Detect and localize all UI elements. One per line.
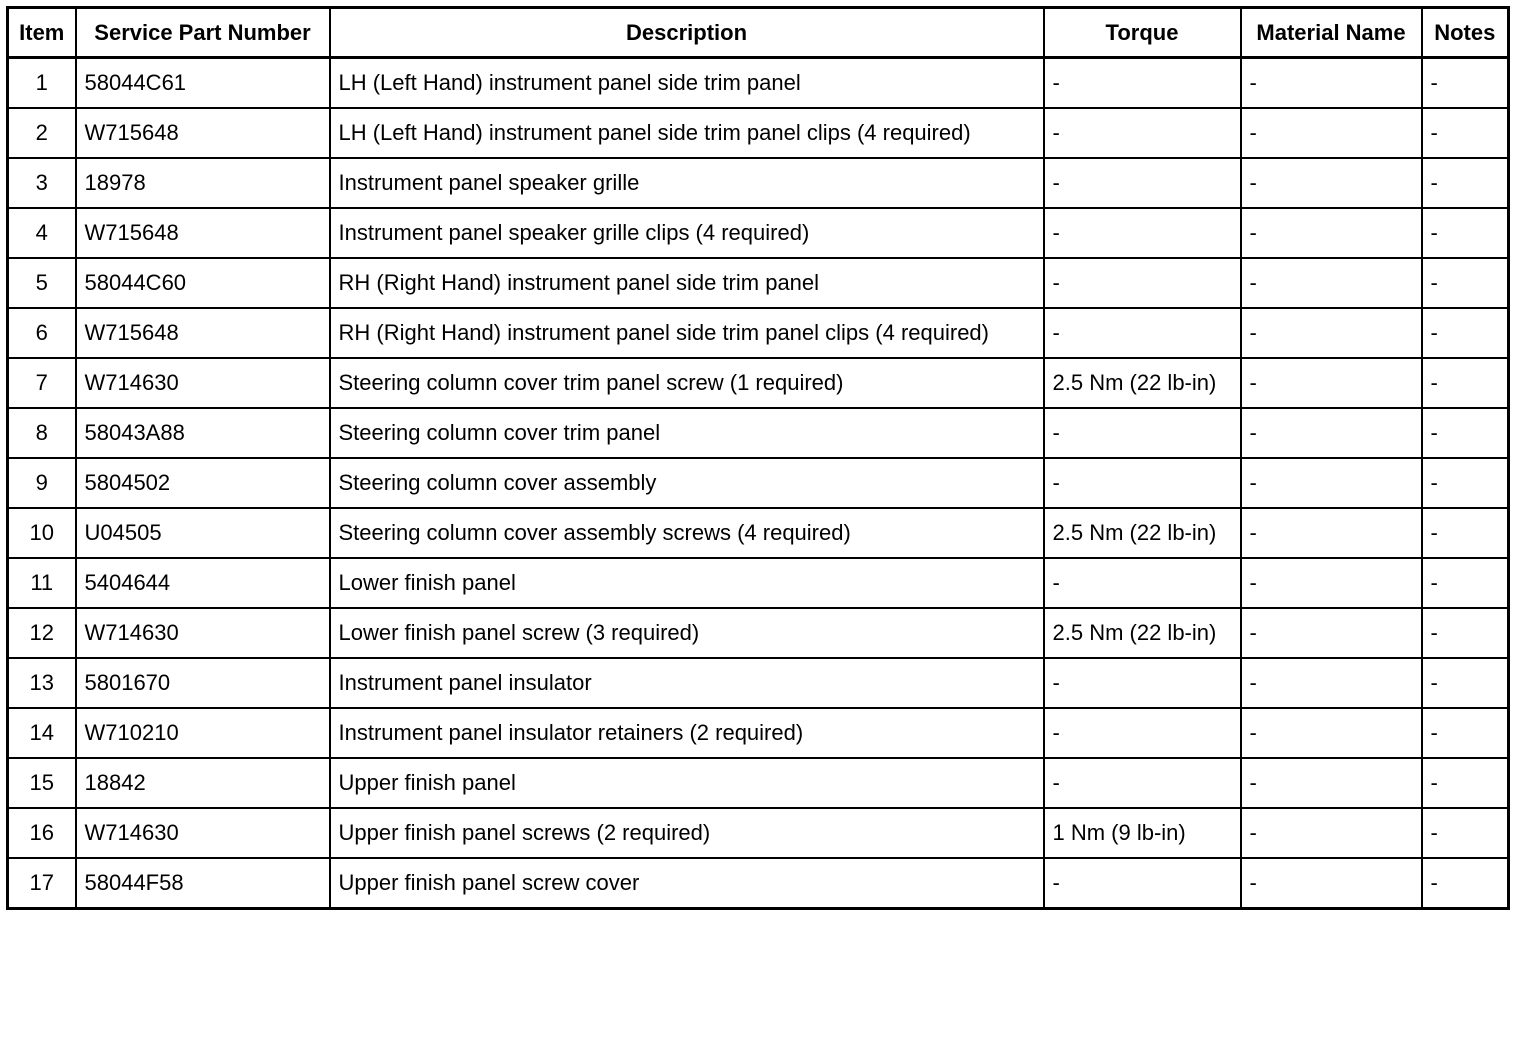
table-row (8, 308, 1509, 358)
cell-torque: 2.5 Nm (22 lb-in) (1044, 358, 1241, 408)
table-row (8, 208, 1509, 258)
cell-service-part-number: 5801670 (76, 658, 330, 708)
cell-description: Steering column cover assembly screws (4 required) (330, 508, 1044, 558)
cell-material-name: - (1241, 658, 1422, 708)
table-row (8, 708, 1509, 758)
cell-item: 13 (8, 658, 76, 708)
cell-material-name: - (1241, 758, 1422, 808)
cell-notes: - (1422, 508, 1509, 558)
cell-torque: - (1044, 558, 1241, 608)
cell-service-part-number: 5804502 (76, 458, 330, 508)
cell-torque: - (1044, 108, 1241, 158)
cell-notes: - (1422, 658, 1509, 708)
parts-table (6, 6, 1510, 910)
table-row (8, 408, 1509, 458)
header-row (8, 8, 1509, 58)
cell-service-part-number: 18842 (76, 758, 330, 808)
cell-item: 10 (8, 508, 76, 558)
cell-item: 16 (8, 808, 76, 858)
cell-item: 9 (8, 458, 76, 508)
cell-service-part-number: 58044C61 (76, 58, 330, 109)
cell-service-part-number: 58043A88 (76, 408, 330, 458)
cell-description: Upper finish panel screw cover (330, 858, 1044, 909)
cell-material-name: - (1241, 708, 1422, 758)
cell-service-part-number: W714630 (76, 808, 330, 858)
header-description: Description (330, 8, 1044, 58)
table-row (8, 458, 1509, 508)
cell-item: 1 (8, 58, 76, 109)
cell-torque: - (1044, 858, 1241, 909)
table-row (8, 758, 1509, 808)
header-torque: Torque (1044, 8, 1241, 58)
cell-notes: - (1422, 608, 1509, 658)
header-notes: Notes (1422, 8, 1509, 58)
header-service-part-number: Service Part Number (76, 8, 330, 58)
cell-material-name: - (1241, 408, 1422, 458)
cell-service-part-number: W715648 (76, 308, 330, 358)
cell-item: 15 (8, 758, 76, 808)
cell-item: 6 (8, 308, 76, 358)
cell-notes: - (1422, 758, 1509, 808)
cell-description: RH (Right Hand) instrument panel side trim panel (330, 258, 1044, 308)
cell-material-name: - (1241, 308, 1422, 358)
table-row (8, 508, 1509, 558)
cell-notes: - (1422, 58, 1509, 109)
cell-torque: - (1044, 258, 1241, 308)
cell-service-part-number: 58044C60 (76, 258, 330, 308)
cell-notes: - (1422, 258, 1509, 308)
table-row (8, 158, 1509, 208)
cell-item: 3 (8, 158, 76, 208)
cell-notes: - (1422, 308, 1509, 358)
cell-notes: - (1422, 808, 1509, 858)
cell-material-name: - (1241, 258, 1422, 308)
cell-material-name: - (1241, 158, 1422, 208)
cell-notes: - (1422, 158, 1509, 208)
cell-description: Instrument panel insulator retainers (2 required) (330, 708, 1044, 758)
cell-description: Lower finish panel screw (3 required) (330, 608, 1044, 658)
cell-material-name: - (1241, 358, 1422, 408)
cell-torque: 2.5 Nm (22 lb-in) (1044, 508, 1241, 558)
cell-item: 14 (8, 708, 76, 758)
cell-material-name: - (1241, 58, 1422, 109)
table-row (8, 58, 1509, 109)
table-row (8, 608, 1509, 658)
cell-description: Upper finish panel (330, 758, 1044, 808)
cell-description: LH (Left Hand) instrument panel side trim panel (330, 58, 1044, 109)
cell-material-name: - (1241, 458, 1422, 508)
cell-torque: 1 Nm (9 lb-in) (1044, 808, 1241, 858)
table-row (8, 558, 1509, 608)
header-item: Item (8, 8, 76, 58)
cell-notes: - (1422, 408, 1509, 458)
cell-item: 17 (8, 858, 76, 909)
cell-description: RH (Right Hand) instrument panel side trim panel clips (4 required) (330, 308, 1044, 358)
cell-service-part-number: 18978 (76, 158, 330, 208)
cell-item: 8 (8, 408, 76, 458)
cell-service-part-number: W714630 (76, 358, 330, 408)
cell-service-part-number: W710210 (76, 708, 330, 758)
cell-material-name: - (1241, 558, 1422, 608)
cell-service-part-number: W714630 (76, 608, 330, 658)
cell-notes: - (1422, 558, 1509, 608)
cell-description: Steering column cover trim panel screw (1 required) (330, 358, 1044, 408)
table-body (8, 58, 1509, 909)
cell-material-name: - (1241, 808, 1422, 858)
cell-torque: - (1044, 308, 1241, 358)
cell-material-name: - (1241, 208, 1422, 258)
header-material-name: Material Name (1241, 8, 1422, 58)
cell-notes: - (1422, 108, 1509, 158)
cell-description: Instrument panel insulator (330, 658, 1044, 708)
cell-notes: - (1422, 858, 1509, 909)
cell-torque: - (1044, 758, 1241, 808)
table-row (8, 258, 1509, 308)
cell-item: 4 (8, 208, 76, 258)
cell-service-part-number: 5404644 (76, 558, 330, 608)
cell-description: Instrument panel speaker grille clips (4 required) (330, 208, 1044, 258)
cell-item: 7 (8, 358, 76, 408)
cell-torque: - (1044, 458, 1241, 508)
cell-notes: - (1422, 458, 1509, 508)
table-row (8, 808, 1509, 858)
cell-material-name: - (1241, 108, 1422, 158)
cell-torque: - (1044, 708, 1241, 758)
table-header (8, 8, 1509, 58)
cell-torque: - (1044, 208, 1241, 258)
cell-torque: - (1044, 658, 1241, 708)
cell-item: 5 (8, 258, 76, 308)
cell-description: Instrument panel speaker grille (330, 158, 1044, 208)
cell-service-part-number: U04505 (76, 508, 330, 558)
cell-material-name: - (1241, 608, 1422, 658)
cell-description: LH (Left Hand) instrument panel side trim panel clips (4 required) (330, 108, 1044, 158)
cell-item: 12 (8, 608, 76, 658)
cell-description: Steering column cover assembly (330, 458, 1044, 508)
cell-material-name: - (1241, 508, 1422, 558)
table-row (8, 358, 1509, 408)
cell-notes: - (1422, 708, 1509, 758)
cell-torque: - (1044, 158, 1241, 208)
cell-notes: - (1422, 208, 1509, 258)
cell-torque: - (1044, 408, 1241, 458)
table-row (8, 658, 1509, 708)
cell-description: Lower finish panel (330, 558, 1044, 608)
cell-description: Upper finish panel screws (2 required) (330, 808, 1044, 858)
table-row (8, 858, 1509, 909)
cell-service-part-number: W715648 (76, 108, 330, 158)
cell-torque: - (1044, 58, 1241, 109)
cell-material-name: - (1241, 858, 1422, 909)
cell-service-part-number: W715648 (76, 208, 330, 258)
cell-torque: 2.5 Nm (22 lb-in) (1044, 608, 1241, 658)
table-row (8, 108, 1509, 158)
cell-description: Steering column cover trim panel (330, 408, 1044, 458)
cell-item: 11 (8, 558, 76, 608)
cell-service-part-number: 58044F58 (76, 858, 330, 909)
cell-item: 2 (8, 108, 76, 158)
cell-notes: - (1422, 358, 1509, 408)
